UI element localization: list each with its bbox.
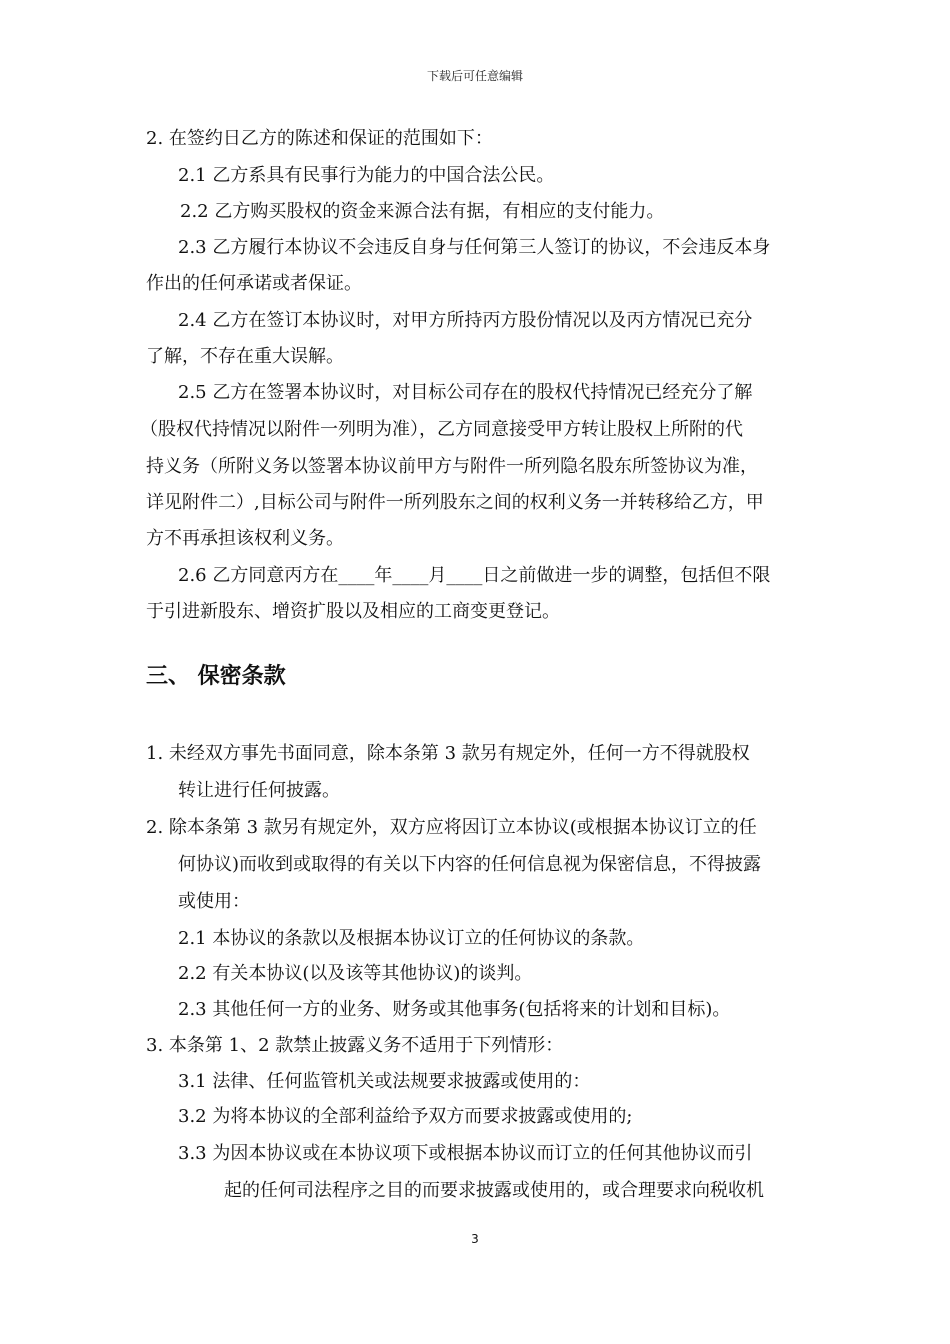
conf-clause-3-3: 3.3 为因本协议或在本协议项下或根据本协议而订立的任何其他协议而引	[178, 1143, 753, 1164]
conf-clause-2-1: 2.1 本协议的条款以及根据本协议订立的任何协议的条款。	[178, 928, 645, 949]
clause-2-5-cont-3: 详见附件二）,目标公司与附件一所列股东之间的权利义务一并转移给乙方，甲	[146, 492, 764, 513]
conf-clause-2-cont-1: 何协议)而收到或取得的有关以下内容的任何信息视为保密信息，不得披露	[178, 854, 762, 875]
section-heading-confidentiality: 三、 保密条款	[146, 664, 286, 689]
clause-2-5-cont-4: 方不再承担该权利义务。	[146, 528, 344, 549]
clause-2-6: 2.6 乙方同意丙方在____年____月____日之前做进一步的调整，包括但不限	[178, 565, 771, 586]
conf-clause-3-1: 3.1 法律、任何监管机关或法规要求披露或使用的：	[178, 1071, 591, 1092]
clause-2-5-cont-1: （股权代持情况以附件一列明为准），乙方同意接受甲方转让股权上所附的代	[140, 419, 743, 440]
clause-2-2: 2.2 乙方购买股权的资金来源合法有据，有相应的支付能力。	[180, 201, 665, 222]
page-header: 下载后可任意编辑	[426, 69, 523, 83]
clause-2-3: 2.3 乙方履行本协议不会违反自身与任何第三人签订的协议，不会违反本身	[178, 237, 771, 258]
clause-2-6-cont: 于引进新股东、增资扩股以及相应的工商变更登记。	[146, 601, 560, 622]
clause-2-1: 2.1 乙方系具有民事行为能力的中国合法公民。	[178, 165, 555, 186]
conf-clause-3-3-cont: 起的任何司法程序之目的而要求披露或使用的，或合理要求向税收机	[224, 1180, 764, 1201]
clause-2-5: 2.5 乙方在签署本协议时，对目标公司存在的股权代持情况已经充分了解	[178, 382, 753, 403]
conf-clause-3: 3. 本条第 1、2 款禁止披露义务不适用于下列情形：	[146, 1035, 564, 1056]
conf-clause-2: 2. 除本条第 3 款另有规定外，双方应将因订立本协议(或根据本协议订立的任	[146, 817, 757, 838]
conf-clause-2-cont-2: 或使用：	[178, 891, 250, 912]
conf-clause-2-3: 2.3 其他任何一方的业务、财务或其他事务(包括将来的计划和目标)。	[178, 999, 731, 1020]
conf-clause-2-2: 2.2 有关本协议(以及该等其他协议)的谈判。	[178, 963, 533, 984]
conf-clause-1-cont: 转让进行任何披露。	[178, 780, 340, 801]
conf-clause-1: 1. 未经双方事先书面同意，除本条第 3 款另有规定外，任何一方不得就股权	[146, 743, 750, 764]
clause-2-4: 2.4 乙方在签订本协议时，对甲方所持丙方股份情况以及丙方情况已充分	[178, 310, 753, 331]
clause-2-intro: 2. 在签约日乙方的陈述和保证的范围如下：	[146, 128, 493, 149]
clause-2-4-cont: 了解，不存在重大误解。	[146, 346, 344, 367]
page-number: 3	[471, 1232, 479, 1246]
conf-clause-3-2: 3.2 为将本协议的全部利益给予双方而要求披露或使用的;	[178, 1106, 633, 1127]
clause-2-3-cont: 作出的任何承诺或者保证。	[146, 273, 362, 294]
clause-2-5-cont-2: 持义务（所附义务以签署本协议前甲方与附件一所列隐名股东所签协议为准，	[146, 456, 758, 477]
